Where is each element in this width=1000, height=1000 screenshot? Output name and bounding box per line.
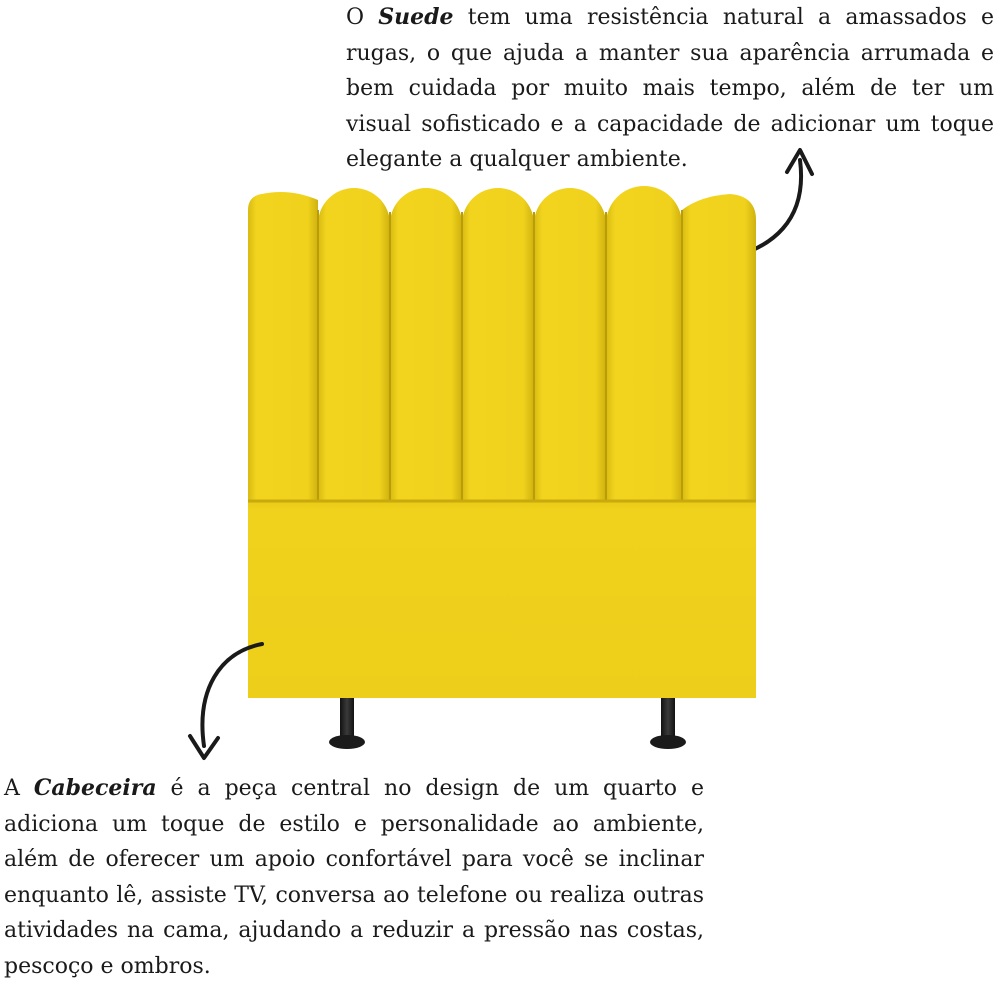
headboard-emphasis: Cabeceira — [33, 775, 157, 801]
headboard-description — [4, 771, 704, 985]
headboard-text-before: A — [4, 776, 34, 801]
headboard-text-after: é a peça central no design de um quarto e adiciona um toque de estilo e personalidade ao ambiente, além de oferecer um apoio confortável para você se inclinar enquanto lê, assiste TV, conversa ao telefone ou realiza outras atividades na cama, ajudando a reduzir a pressão nas costas, pescoço e ombros. — [4, 776, 704, 979]
suede-text-before: O — [346, 5, 379, 30]
suede-emphasis: Suede — [378, 4, 454, 30]
suede-text-after: tem uma resistência natural a amassados e rugas, o que ajuda a manter sua aparência arrumada e bem cuidada por muito mais tempo, além de ter um visual sofisticado e a capacidade de adicionar um toque elegante a qualquer ambiente. — [346, 5, 995, 172]
